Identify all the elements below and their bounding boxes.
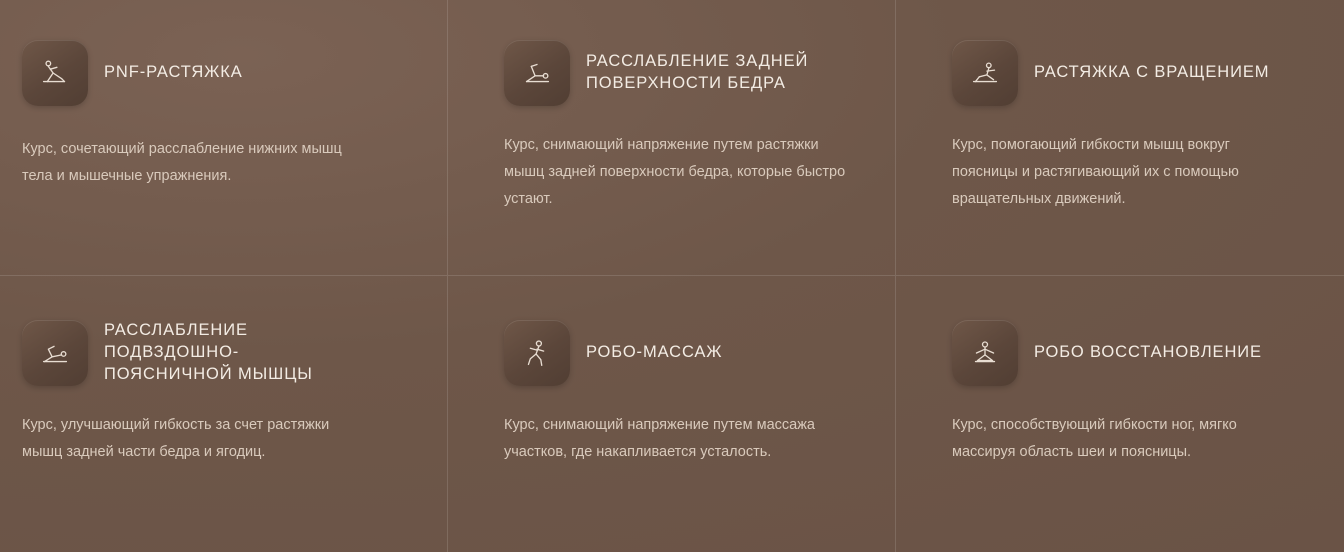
card-title: РОБО ВОССТАНОВЛЕНИЕ [1034,343,1262,362]
course-card[interactable] [0,276,448,552]
hamstring-relax-icon [504,40,570,106]
card-description: Курс, улучшающий гибкость за счет растяжки мышц задней части бедра и ягодиц. [22,417,330,460]
card-header [22,320,413,386]
card-description: Курс, снимающий напряжение путем массажа участков, где накапливается усталость. [504,417,815,460]
course-card[interactable] [448,276,896,552]
card-header [952,320,1310,386]
card-title: РАСТЯЖКА С ВРАЩЕНИЕМ [1034,63,1270,82]
robo-massage-icon [504,320,570,386]
card-title: PNF-РАСТЯЖКА [104,63,243,82]
iliopsoas-relax-icon [22,320,88,386]
card-description: Курс, способствующий гибкости ног, мягко массируя область шеи и поясницы. [952,417,1237,460]
course-card[interactable] [896,276,1344,552]
card-header [952,40,1310,106]
card-header [504,320,861,386]
card-header [504,40,861,106]
pnf-stretch-icon [22,40,88,106]
card-title: РАССЛАБЛЕНИЕ ЗАДНЕЙ ПОВЕРХНОСТИ БЕДРА [586,52,809,92]
card-description: Курс, сочетающий расслабление нижних мышц тела и мышечные упражнения. [22,141,342,184]
robo-recovery-icon [952,320,1018,386]
card-description: Курс, помогающий гибкости мышц вокруг поясницы и растягивающий их с помощью вращательных движений. [952,137,1239,207]
card-title: РОБО-МАССАЖ [586,343,723,362]
card-header [22,40,413,106]
course-card[interactable] [896,0,1344,276]
course-card[interactable] [0,0,448,276]
course-card[interactable] [448,0,896,276]
card-title: РАССЛАБЛЕНИЕ ПОДВЗДОШНО-ПОЯСНИЧНОЙ МЫШЦЫ [104,321,313,383]
rotation-stretch-icon [952,40,1018,106]
card-description: Курс, снимающий напряжение путем растяжки мышц задней поверхности бедра, которые быстро устают. [504,137,846,207]
